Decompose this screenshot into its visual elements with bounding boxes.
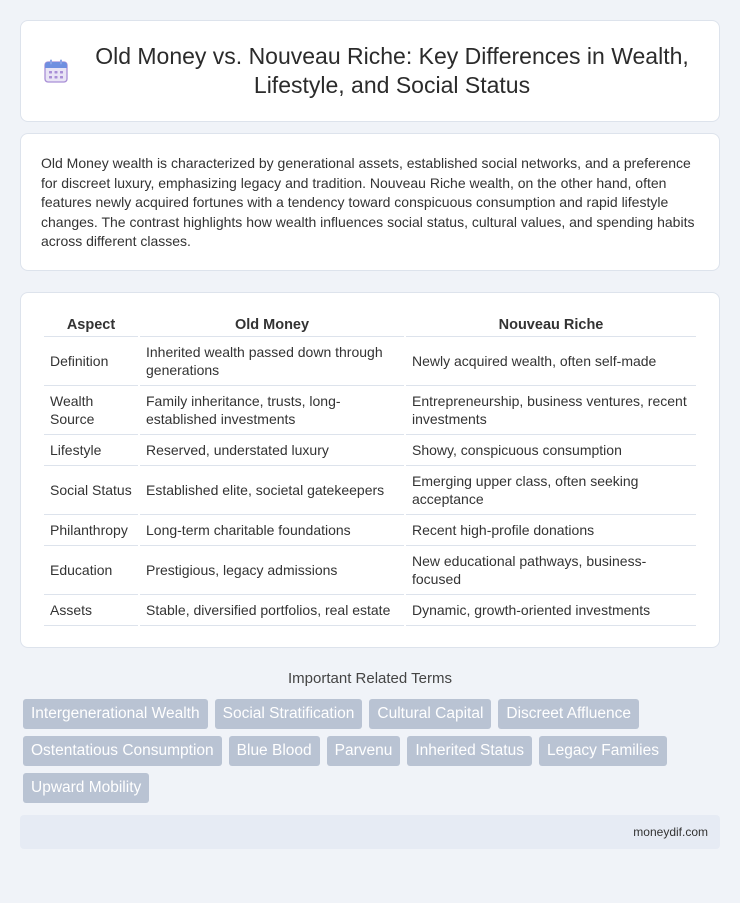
footer-site-link[interactable]: moneydif.com xyxy=(633,825,708,839)
related-terms-list xyxy=(0,699,740,803)
footer xyxy=(20,815,720,849)
tag-legacy-families[interactable]: Legacy Families xyxy=(539,736,667,766)
header-old-money: Old Money xyxy=(140,314,404,337)
aspect-cell: Assets xyxy=(44,595,138,626)
aspect-cell: Lifestyle xyxy=(44,435,138,466)
aspect-cell: Education xyxy=(44,546,138,595)
nouveau-riche-cell: Recent high-profile donations xyxy=(406,515,696,546)
intro-paragraph: Old Money wealth is characterized by generational assets, established social networks, and a preference for discreet luxury, emphasizing legacy and tradition. Nouveau Riche wealth, on the other hand, often features newly acquired fortunes with a tendency toward conspicuous consumption and rapid lifestyle changes. The contrast highlights how wealth influences social status, cultural values, and spending habits across different classes. xyxy=(41,155,695,249)
aspect-cell: Philanthropy xyxy=(44,515,138,546)
old-money-cell: Long-term charitable foundations xyxy=(140,515,404,546)
table-row xyxy=(44,546,696,595)
table-row xyxy=(44,466,696,515)
nouveau-riche-cell: Showy, conspicuous consumption xyxy=(406,435,696,466)
nouveau-riche-cell: Emerging upper class, often seeking acceptance xyxy=(406,466,696,515)
tag-ostentatious-consumption[interactable]: Ostentatious Consumption xyxy=(23,736,222,766)
old-money-cell: Family inheritance, trusts, long-established investments xyxy=(140,386,404,435)
comparison-card xyxy=(20,292,720,648)
table-row xyxy=(44,515,696,546)
tag-intergenerational-wealth[interactable]: Intergenerational Wealth xyxy=(23,699,208,729)
nouveau-riche-cell: New educational pathways, business-focused xyxy=(406,546,696,595)
table-row xyxy=(44,386,696,435)
tag-blue-blood[interactable]: Blue Blood xyxy=(229,736,320,766)
aspect-cell: Wealth Source xyxy=(44,386,138,435)
header-nouveau-riche: Nouveau Riche xyxy=(406,314,696,337)
page-title: Old Money vs. Nouveau Riche: Key Differences in Wealth, Lifestyle, and Social Status xyxy=(95,43,689,98)
table-header-row xyxy=(44,314,696,337)
intro-card xyxy=(20,133,720,271)
title-row xyxy=(43,42,697,100)
header-aspect: Aspect xyxy=(44,314,138,337)
tag-cultural-capital[interactable]: Cultural Capital xyxy=(369,699,491,729)
aspect-cell: Definition xyxy=(44,337,138,386)
table-row xyxy=(44,595,696,626)
nouveau-riche-cell: Entrepreneurship, business ventures, recent investments xyxy=(406,386,696,435)
tag-inherited-status[interactable]: Inherited Status xyxy=(407,736,532,766)
table-row xyxy=(44,435,696,466)
old-money-cell: Prestigious, legacy admissions xyxy=(140,546,404,595)
tag-upward-mobility[interactable]: Upward Mobility xyxy=(23,773,149,803)
nouveau-riche-cell: Newly acquired wealth, often self-made xyxy=(406,337,696,386)
old-money-cell: Stable, diversified portfolios, real estate xyxy=(140,595,404,626)
tag-social-stratification[interactable]: Social Stratification xyxy=(215,699,363,729)
calendar-icon xyxy=(43,58,69,84)
tag-discreet-affluence[interactable]: Discreet Affluence xyxy=(498,699,639,729)
comparison-table xyxy=(42,314,698,626)
aspect-cell: Social Status xyxy=(44,466,138,515)
nouveau-riche-cell: Dynamic, growth-oriented investments xyxy=(406,595,696,626)
old-money-cell: Inherited wealth passed down through generations xyxy=(140,337,404,386)
title-card xyxy=(20,20,720,122)
old-money-cell: Established elite, societal gatekeepers xyxy=(140,466,404,515)
table-row xyxy=(44,337,696,386)
old-money-cell: Reserved, understated luxury xyxy=(140,435,404,466)
related-terms-heading: Important Related Terms xyxy=(288,670,452,687)
tag-parvenu[interactable]: Parvenu xyxy=(327,736,401,766)
